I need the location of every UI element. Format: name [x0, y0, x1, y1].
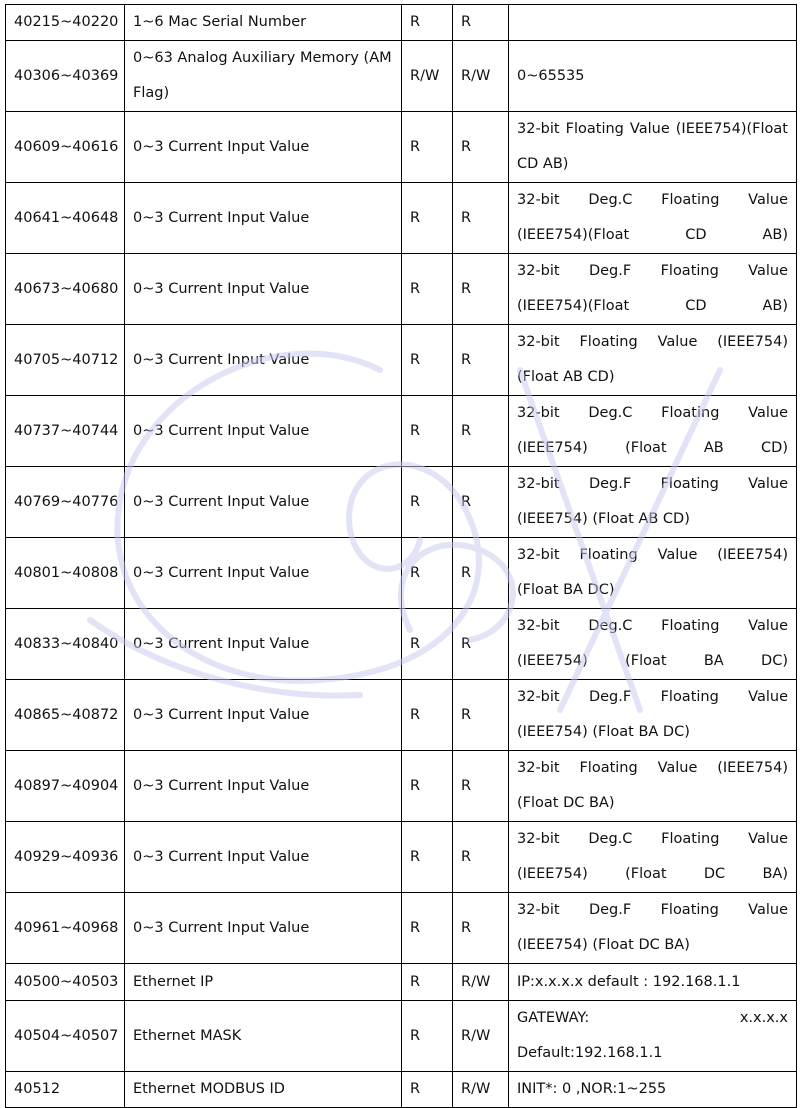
remark-cell: 32-bit Deg.C Floating Value (IEEE754) (Float AB CD) [509, 396, 797, 467]
register-table [5, 4, 797, 1108]
item-cell: Ethernet MODBUS ID [125, 1072, 402, 1108]
attribute-b-cell: R [453, 751, 509, 822]
remark-cell: 32-bit Deg.C Floating Value (IEEE754) (Float DC BA) [509, 822, 797, 893]
address-cell: 40897~40904 [6, 751, 125, 822]
table-row [6, 112, 797, 183]
attribute-a-cell: R [402, 112, 453, 183]
remark-cell: 32-bit Deg.F Floating Value (IEEE754)(Float CD AB) [509, 254, 797, 325]
address-cell: 40504~40507 [6, 1001, 125, 1072]
attribute-b-cell: R [453, 680, 509, 751]
item-cell: 0~3 Current Input Value [125, 680, 402, 751]
table-row [6, 1001, 797, 1072]
attribute-a-cell: R [402, 964, 453, 1001]
remark-cell [509, 5, 797, 41]
item-cell: Ethernet IP [125, 964, 402, 1001]
remark-cell: 32-bit Floating Value (IEEE754)(Float CD AB) [509, 112, 797, 183]
item-cell: 0~3 Current Input Value [125, 538, 402, 609]
table-row [6, 964, 797, 1001]
item-cell: 0~3 Current Input Value [125, 751, 402, 822]
attribute-a-cell: R [402, 1072, 453, 1108]
remark-cell: GATEWAY: x.x.x.x Default:192.168.1.1 [509, 1001, 797, 1072]
remark-cell: INIT*: 0 ,NOR:1~255 [509, 1072, 797, 1108]
remark-cell: 32-bit Deg.F Floating Value (IEEE754) (Float BA DC) [509, 680, 797, 751]
item-cell: 0~3 Current Input Value [125, 325, 402, 396]
attribute-a-cell: R [402, 254, 453, 325]
address-cell: 40500~40503 [6, 964, 125, 1001]
item-cell: 1~6 Mac Serial Number [125, 5, 402, 41]
item-cell: 0~3 Current Input Value [125, 893, 402, 964]
address-cell: 40512 [6, 1072, 125, 1108]
attribute-a-cell: R [402, 396, 453, 467]
attribute-a-cell: R [402, 467, 453, 538]
attribute-a-cell: R [402, 680, 453, 751]
address-cell: 40705~40712 [6, 325, 125, 396]
table-row [6, 254, 797, 325]
remark-cell: 0~65535 [509, 41, 797, 112]
item-cell: 0~3 Current Input Value [125, 396, 402, 467]
table-row [6, 751, 797, 822]
address-cell: 40673~40680 [6, 254, 125, 325]
address-cell: 40215~40220 [6, 5, 125, 41]
attribute-a-cell: R [402, 183, 453, 254]
attribute-a-cell: R/W [402, 41, 453, 112]
attribute-b-cell: R [453, 609, 509, 680]
attribute-b-cell: R [453, 325, 509, 396]
attribute-b-cell: R [453, 822, 509, 893]
address-cell: 40609~40616 [6, 112, 125, 183]
remark-cell: IP:x.x.x.x default : 192.168.1.1 [509, 964, 797, 1001]
remark-cell: 32-bit Floating Value (IEEE754) (Float BA DC) [509, 538, 797, 609]
address-cell: 40833~40840 [6, 609, 125, 680]
attribute-b-cell: R [453, 254, 509, 325]
attribute-b-cell: R [453, 396, 509, 467]
remark-cell: 32-bit Deg.F Floating Value (IEEE754) (Float AB CD) [509, 467, 797, 538]
table-row [6, 893, 797, 964]
remark-cell: 32-bit Floating Value (IEEE754) (Float DC BA) [509, 751, 797, 822]
attribute-a-cell: R [402, 822, 453, 893]
attribute-b-cell: R/W [453, 1072, 509, 1108]
address-cell: 40961~40968 [6, 893, 125, 964]
address-cell: 40801~40808 [6, 538, 125, 609]
attribute-b-cell: R [453, 5, 509, 41]
item-cell: 0~3 Current Input Value [125, 609, 402, 680]
table-row [6, 325, 797, 396]
attribute-b-cell: R [453, 467, 509, 538]
item-cell: 0~3 Current Input Value [125, 254, 402, 325]
attribute-a-cell: R [402, 538, 453, 609]
address-cell: 40306~40369 [6, 41, 125, 112]
attribute-a-cell: R [402, 325, 453, 396]
table-row [6, 609, 797, 680]
table-row [6, 183, 797, 254]
remark-cell: 32-bit Floating Value (IEEE754) (Float AB CD) [509, 325, 797, 396]
table-row [6, 680, 797, 751]
item-cell: 0~3 Current Input Value [125, 822, 402, 893]
address-cell: 40769~40776 [6, 467, 125, 538]
attribute-b-cell: R [453, 538, 509, 609]
table-row [6, 822, 797, 893]
attribute-b-cell: R/W [453, 1001, 509, 1072]
table-row [6, 396, 797, 467]
address-cell: 40929~40936 [6, 822, 125, 893]
table-row [6, 41, 797, 112]
register-table-body [6, 5, 797, 1108]
address-cell: 40641~40648 [6, 183, 125, 254]
attribute-b-cell: R/W [453, 41, 509, 112]
item-cell: Ethernet MASK [125, 1001, 402, 1072]
attribute-b-cell: R [453, 183, 509, 254]
item-cell: 0~3 Current Input Value [125, 112, 402, 183]
attribute-a-cell: R [402, 1001, 453, 1072]
remark-cell: 32-bit Deg.C Floating Value (IEEE754) (Float BA DC) [509, 609, 797, 680]
table-row [6, 467, 797, 538]
attribute-b-cell: R [453, 893, 509, 964]
address-cell: 40865~40872 [6, 680, 125, 751]
item-cell: 0~63 Analog Auxiliary Memory (AM Flag) [125, 41, 402, 112]
table-row [6, 1072, 797, 1108]
remark-cell: 32-bit Deg.F Floating Value (IEEE754) (Float DC BA) [509, 893, 797, 964]
table-row [6, 5, 797, 41]
item-cell: 0~3 Current Input Value [125, 467, 402, 538]
attribute-a-cell: R [402, 893, 453, 964]
table-row [6, 538, 797, 609]
item-cell: 0~3 Current Input Value [125, 183, 402, 254]
attribute-a-cell: R [402, 751, 453, 822]
remark-cell: 32-bit Deg.C Floating Value (IEEE754)(Float CD AB) [509, 183, 797, 254]
attribute-a-cell: R [402, 609, 453, 680]
attribute-a-cell: R [402, 5, 453, 41]
address-cell: 40737~40744 [6, 396, 125, 467]
attribute-b-cell: R/W [453, 964, 509, 1001]
attribute-b-cell: R [453, 112, 509, 183]
